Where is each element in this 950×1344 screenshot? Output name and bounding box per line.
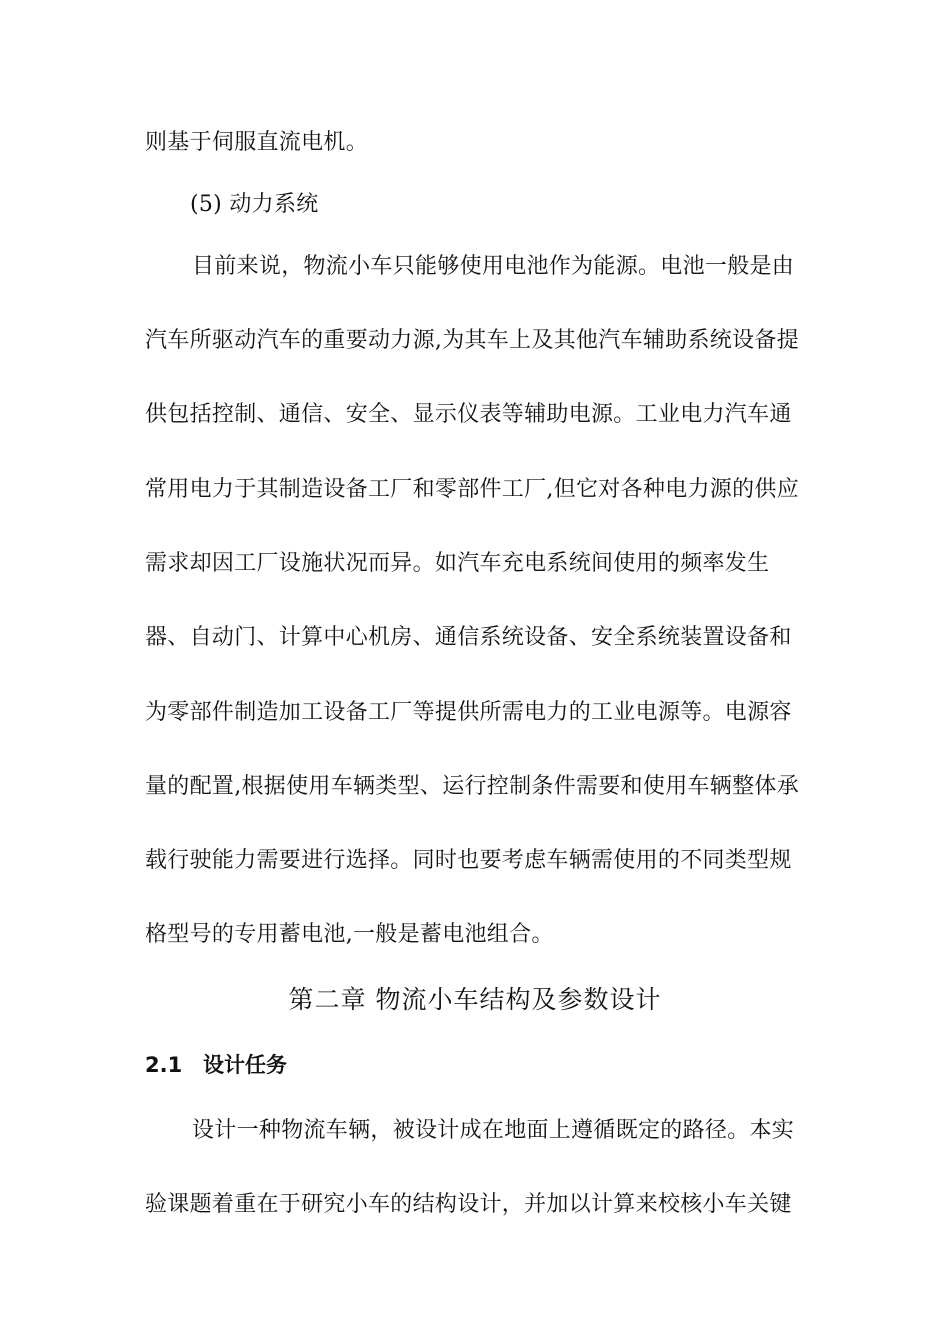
text-line: 供包括控制、通信、安全、显示仪表等辅助电源。工业电力汽车通 bbox=[145, 402, 792, 427]
text-line: 为零部件制造加工设备工厂等提供所需电力的工业电源等。电源容 bbox=[145, 700, 792, 725]
text-line: 常用电力于其制造设备工厂和零部件工厂,但它对各种电力源的供应 bbox=[145, 477, 799, 502]
text-line: 设计一种物流车辆，被设计成在地面上遵循既定的路径。本实 bbox=[192, 1118, 795, 1143]
chapter-title: 第二章 物流小车结构及参数设计 bbox=[288, 985, 662, 1014]
text-line: 格型号的专用蓄电池,一般是蓄电池组合。 bbox=[145, 922, 554, 947]
text-line: 载行驶能力需要进行选择。同时也要考虑车辆需使用的不同类型规 bbox=[145, 848, 792, 873]
text-line: 需求却因工厂设施状况而异。如汽车充电系统间使用的频率发生 bbox=[145, 551, 770, 576]
text-line: 汽车所驱动汽车的重要动力源,为其车上及其他汽车辅助系统设备提 bbox=[145, 328, 799, 353]
text-line: 量的配置,根据使用车辆类型、运行控制条件需要和使用车辆整体承 bbox=[145, 774, 799, 799]
section-number: 2.1 bbox=[145, 1053, 183, 1077]
section-title: 设计任务 bbox=[203, 1053, 287, 1077]
text-line: 则基于伺服直流电机。 bbox=[145, 130, 369, 155]
section-heading bbox=[145, 1050, 287, 1080]
text-line: 目前来说，物流小车只能够使用电池作为能源。电池一般是由 bbox=[192, 254, 795, 279]
text-line: 验课题着重在于研究小车的结构设计，并加以计算来校核小车关键 bbox=[145, 1192, 792, 1217]
text-line: 器、自动门、计算中心机房、通信系统设备、安全系统装置设备和 bbox=[145, 625, 792, 650]
subheading-power-system: (5) 动力系统 bbox=[190, 192, 319, 217]
